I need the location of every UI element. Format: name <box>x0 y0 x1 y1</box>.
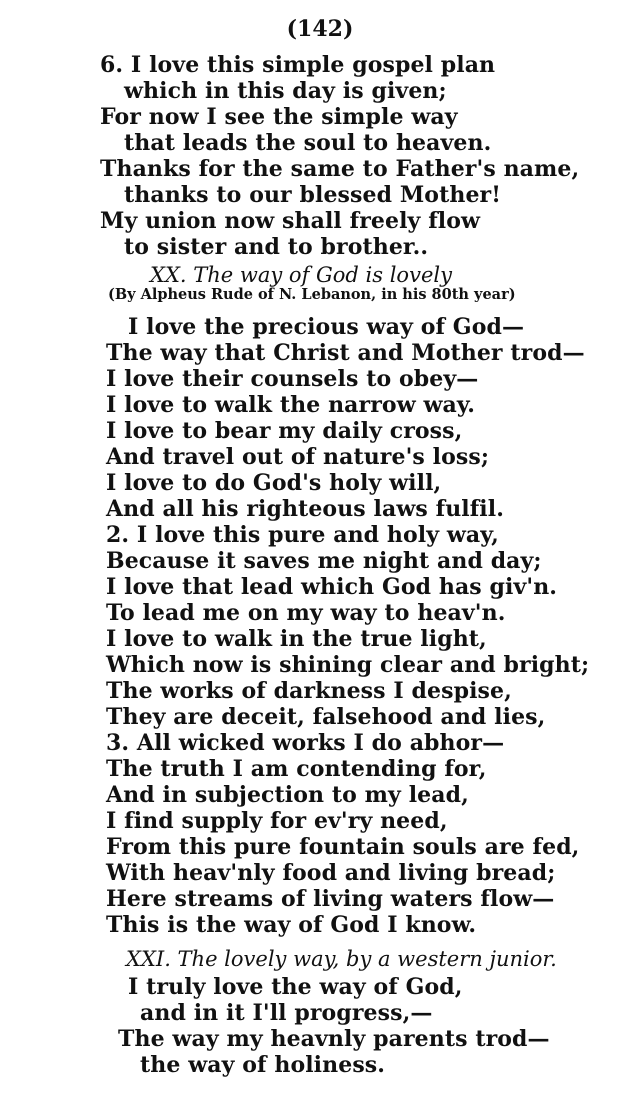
verse-line: To lead me on my way to heav'n. <box>106 600 506 626</box>
verse-line: And in subjection to my lead, <box>106 782 469 808</box>
verse-line: This is the way of God I know. <box>106 912 477 938</box>
verse-line: and in it I'll progress,— <box>140 1000 433 1026</box>
verse-line: I love to bear my daily cross, <box>106 418 463 444</box>
verse-line: that leads the soul to heaven. <box>124 130 492 156</box>
verse-line: I truly love the way of God, <box>128 974 463 1000</box>
verse-line: I love to do God's holy will, <box>106 470 442 496</box>
verse-line: 3. All wicked works I do abhor— <box>106 730 505 756</box>
verse-line: to sister and to brother.. <box>124 234 429 260</box>
verse-line: The way that Christ and Mother trod— <box>106 340 585 366</box>
verse-line: which in this day is given; <box>124 78 447 104</box>
verse-line: My union now shall freely flow <box>100 208 481 234</box>
verse-line: They are deceit, falsehood and lies, <box>106 704 546 730</box>
verse-line: And travel out of nature's loss; <box>106 444 490 470</box>
verse-line: Because it saves me night and day; <box>106 548 542 574</box>
verse-line: Which now is shining clear and bright; <box>106 652 590 678</box>
hymn-20-title: XX. The way of God is lovely <box>150 263 452 287</box>
hymn-20-byline: (By Alpheus Rude of N. Lebanon, in his 80th year) <box>108 286 516 303</box>
verse-line: 6. I love this simple gospel plan <box>100 52 496 78</box>
verse-line: I find supply for ev'ry need, <box>106 808 448 834</box>
page-number: (142) <box>286 16 354 42</box>
verse-line: With heav'nly food and living bread; <box>106 860 556 886</box>
verse-line: I love to walk the narrow way. <box>106 392 475 418</box>
verse-line: 2. I love this pure and holy way, <box>106 522 499 548</box>
verse-line: Here streams of living waters flow— <box>106 886 555 912</box>
hymn-21-title: XXI. The lovely way, by a western junior. <box>126 947 557 971</box>
verse-line: For now I see the simple way <box>100 104 458 130</box>
verse-line: I love their counsels to obey— <box>106 366 479 392</box>
verse-line: the way of holiness. <box>140 1052 386 1078</box>
verse-line: The truth I am contending for, <box>106 756 487 782</box>
verse-line: The way my heavnly parents trod— <box>118 1026 550 1052</box>
verse-line: I love to walk in the true light, <box>106 626 487 652</box>
verse-line: thanks to our blessed Mother! <box>124 182 501 208</box>
verse-line: I love that lead which God has giv'n. <box>106 574 558 600</box>
verse-line: And all his righteous laws fulfil. <box>106 496 504 522</box>
verse-line: From this pure fountain souls are fed, <box>106 834 580 860</box>
verse-line: The works of darkness I despise, <box>106 678 512 704</box>
verse-line: Thanks for the same to Father's name, <box>100 156 580 182</box>
verse-line: I love the precious way of God— <box>128 314 525 340</box>
